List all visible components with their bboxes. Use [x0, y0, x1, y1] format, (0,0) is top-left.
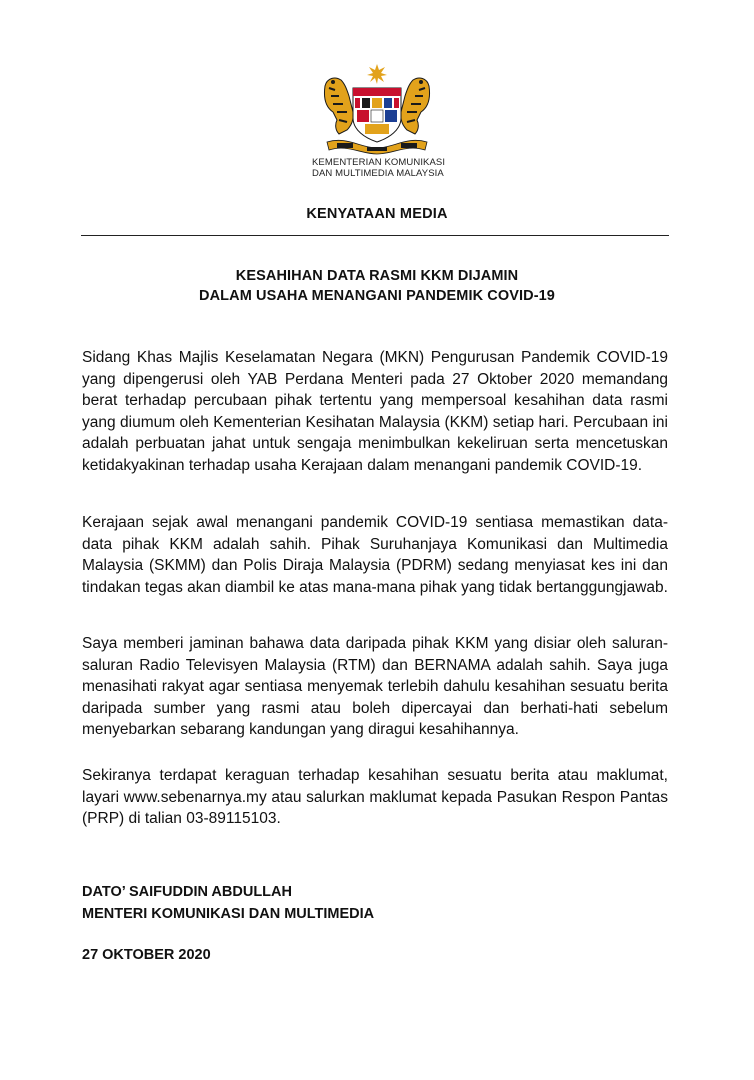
ministry-name-line1: KEMENTERIAN KOMUNIKASI — [312, 157, 446, 168]
paragraph-3: Saya memberi jaminan bahawa data daripada pihak KKM yang disiar oleh saluran-saluran Radio Televisyen Malaysia (RTM) dan BERNAMA adalah sahih. Saya juga menasihati rakyat agar sentiasa menyemak terlebih dahulu kesahihan sesuatu berita daripada sumber yang rasmi atau boleh dipercayai dan berhati-hati sebelum menyebarkan sebarang kandungan yang diragui kesahihannya. — [82, 635, 668, 739]
statement-title — [0, 266, 754, 306]
signatory-name: DATO’ SAIFUDDIN ABDULLAH — [82, 884, 292, 900]
paragraph-2: Kerajaan sejak awal menangani pandemik COVID-19 sentiasa memastikan data-data pihak KKM adalah sahih. Pihak Suruhanjaya Komunikasi dan Multimedia Malaysia (SKMM) dan Polis Diraja Malaysia (PDRM) sedang menyiasat kes ini dan tindakan tegas akan diambil ke atas mana-mana pihak yang tidak bertanggungjawab. — [82, 514, 668, 596]
paragraph-1: Sidang Khas Majlis Keselamatan Negara (MKN) Pengurusan Pandemik COVID-19 yang dipengerusi oleh YAB Perdana Menteri pada 27 Oktober 2020 memandang berat terhadap percubaan pihak tertentu yang mempersoal kesahihan data rasmi yang diumum oleh Kementerian Kesihatan Malaysia (KKM) setiap hari. Percubaan ini adalah perbuatan jahat untuk sengaja menimbulkan kekeliruan serta mencetuskan ketidakyakinan terhadap usaha Kerajaan dalam menangani pandemik COVID-19. — [82, 349, 668, 474]
header-divider — [81, 235, 669, 236]
statement-title-line1: KESAHIHAN DATA RASMI KKM DIJAMIN — [235, 268, 519, 284]
statement-type-heading: KENYATAAN MEDIA — [306, 206, 448, 222]
signatory-position: MENTERI KOMUNIKASI DAN MULTIMEDIA — [82, 906, 375, 922]
statement-title-line2: DALAM USAHA MENANGANI PANDEMIK COVID-19 — [199, 288, 555, 304]
paragraph-4: Sekiranya terdapat keraguan terhadap kesahihan sesuatu berita atau maklumat, layari www.sebenarnya.my atau salurkan maklumat kepada Pasukan Respon Pantas (PRP) di talian 03-89115103. — [82, 767, 668, 828]
malaysia-coat-of-arms-icon — [317, 64, 437, 156]
ministry-name — [312, 157, 472, 179]
statement-date: 27 OKTOBER 2020 — [82, 947, 211, 963]
ministry-name-line2: DAN MULTIMEDIA MALAYSIA — [312, 168, 444, 179]
